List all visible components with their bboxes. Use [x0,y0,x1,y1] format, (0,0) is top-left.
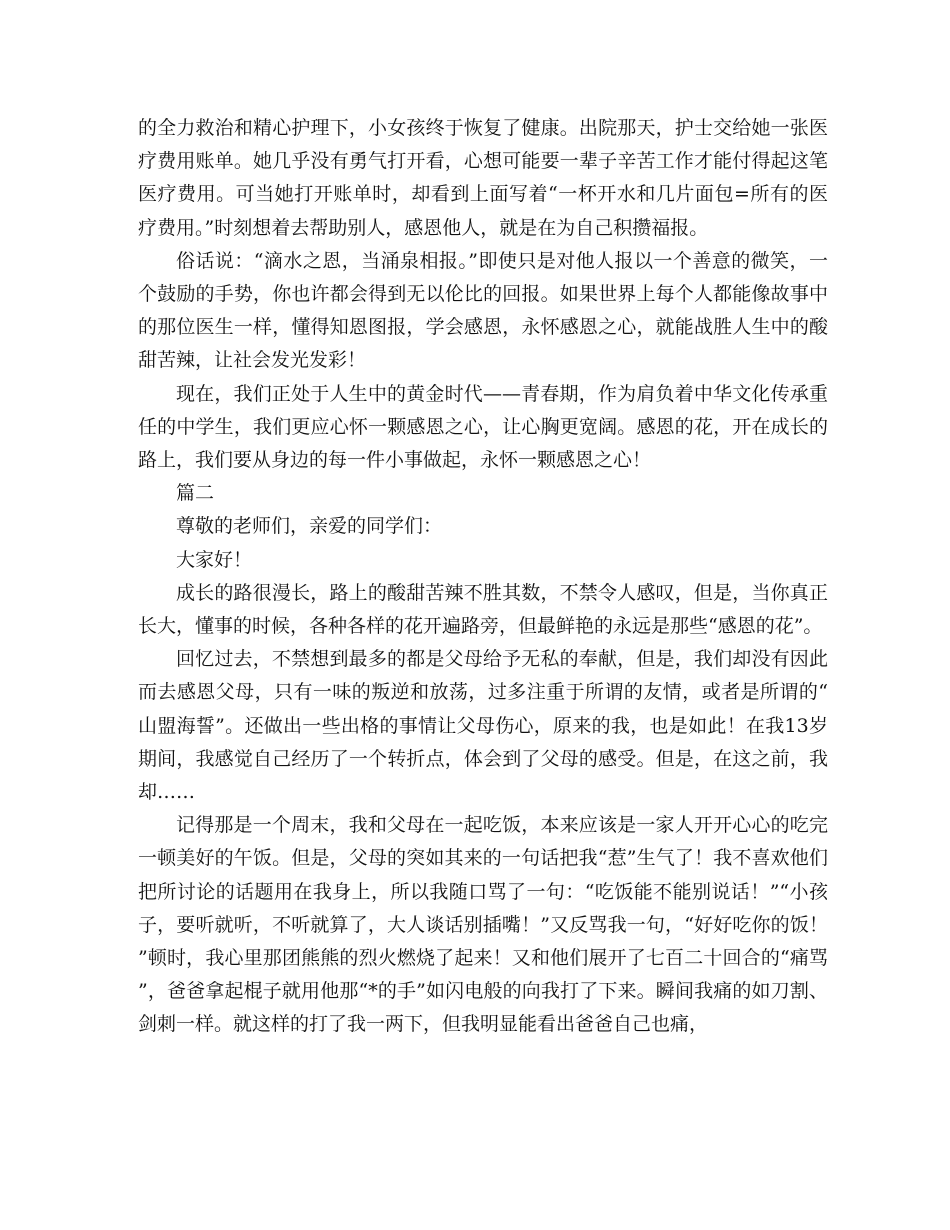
paragraph: 成长的路很漫长，路上的酸甜苦辣不胜其数，不禁令人感叹，但是，当你真正长大，懂事的时候，各种各样的花开遍路旁，但最鲜艳的永远是那些“感恩的花”。 [138,581,828,638]
paragraph: 俗话说：“滴水之恩，当涌泉相报。”即使只是对他人报以一个善意的微笑，一个鼓励的手势，你也许都会得到无以伦比的回报。如果世界上每个人都能像故事中的那位医生一样，懂得知恩图报，学会感恩，永怀感恩之心，就能战胜人生中的酸甜苦辣，让社会发光发彩！ [138,249,828,372]
paragraph: 回忆过去，不禁想到最多的都是父母给予无私的奉献，但是，我们却没有因此而去感恩父母，只有一味的叛逆和放荡，过多注重于所谓的友情，或者是所谓的“山盟海誓”。还做出一些出格的事情让父母伤心，原来的我，也是如此！在我13岁期间，我感觉自己经历了一个转折点，体会到了父母的感受。但是，在这之前，我却…… [138,648,828,804]
greeting: 大家好！ [176,548,253,571]
paragraph: 记得那是一个周末，我和父母在一起吃饭，本来应该是一家人开开心心的吃完一顿美好的午饭。但是，父母的突如其来的一句话把我“惹”生气了！我不喜欢他们把所讨论的话题用在我身上，所以我随口骂了一句：“吃饭能不能别说话！”“小孩子，要听就听，不听就算了，大人谈话别插嘴！”又反骂我一句，“好好吃你的饭！”顿时，我心里那团熊熊的烈火燃烧了起来！又和他们展开了七百二十回合的“痛骂”，爸爸拿起棍子就用他那“*的手”如闪电般的向我打了下来。瞬间我痛的如刀割、剑刺一样。就这样的打了我一两下，但我明显能看出爸爸自己也痛， [138,814,828,1036]
paragraph: 现在，我们正处于人生中的黄金时代——青春期，作为肩负着中华文化传承重任的中学生，我们更应心怀一颗感恩之心，让心胸更宽阔。感恩的花，开在成长的路上，我们要从身边的每一件小事做起，永怀一颗感恩之心！ [138,382,828,472]
section-heading: 篇二 [176,482,215,505]
salutation: 尊敬的老师们，亲爱的同学们： [176,515,443,538]
document-body [138,112,828,1042]
paragraph: 的全力救治和精心护理下，小女孩终于恢复了健康。出院那天，护士交给她一张医疗费用账单。她几乎没有勇气打开看，心想可能要一辈子辛苦工作才能付得起这笔医疗费用。可当她打开账单时，却看到上面写着“一杯开水和几片面包=所有的医疗费用。”时刻想着去帮助别人，感恩他人，就是在为自己积攒福报。 [138,117,828,239]
